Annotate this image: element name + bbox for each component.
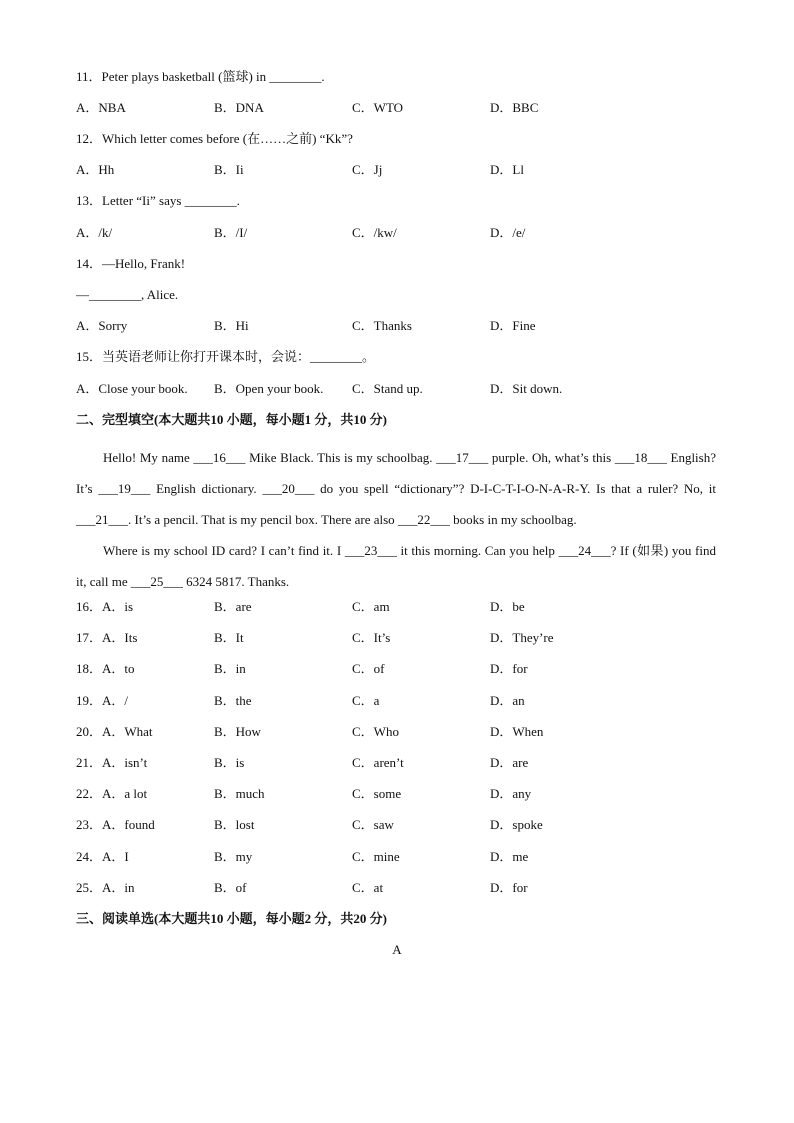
q15-option-c: C．Stand up. bbox=[352, 381, 423, 396]
q12-option-d: D．Ll bbox=[490, 162, 524, 177]
q19-option-a: 19．A．/ bbox=[76, 692, 129, 708]
q16-option-b: B．are bbox=[214, 599, 252, 614]
q13-option-a: A．/k/ bbox=[76, 225, 113, 240]
q22-option-a: 22．A．a lot bbox=[76, 786, 148, 802]
question-15-stem: 15．当英语老师让你打开课本时，会说：________。 bbox=[76, 349, 376, 364]
q24-option-c: C．mine bbox=[352, 848, 400, 864]
q21-option-b: B．is bbox=[214, 755, 245, 770]
section-2-title: 二、完型填空(本大题共10 小题，每小题1 分，共10 分) bbox=[76, 412, 387, 427]
q12-option-c: C．Jj bbox=[352, 162, 383, 177]
q20-option-c: C．Who bbox=[352, 723, 399, 739]
q18-option-b: B．in bbox=[214, 661, 246, 677]
q18-option-a: 18．A．to bbox=[76, 661, 135, 677]
question-12-stem: 12．Which letter comes before (在……之前) “Kk”? bbox=[76, 131, 353, 146]
q17-option-b: B．It bbox=[214, 630, 244, 646]
section-3-title: 三、阅读单选(本大题共10 小题，每小题2 分，共20 分) bbox=[76, 911, 387, 926]
q18-option-d: D．for bbox=[490, 661, 528, 677]
q12-option-b: B．Ii bbox=[214, 162, 244, 177]
q24-option-b: B．my bbox=[214, 848, 253, 864]
q21-option-c: C．aren’t bbox=[352, 755, 404, 770]
passage-paragraph-1: Hello! My name ___16___ Mike Black. This is my schoolbag. ___17___ purple. Oh, what’s this ___18___ English? It’s ___19___ English dictionary. ___20___ do you spell “dictionary”? D-I-C-T-I-O-N-A-R-Y. Is that a ruler? No, it ___21___. It’s a pencil. That is my pencil box. There are also ___22___ books in my schoolbag. bbox=[76, 450, 716, 527]
q13-option-d: D．/e/ bbox=[490, 225, 526, 240]
q21-option-a: 21．A．isn’t bbox=[76, 755, 148, 770]
q14-option-c: C．Thanks bbox=[352, 318, 412, 333]
q18-option-c: C．of bbox=[352, 661, 385, 677]
q14-option-b: B．Hi bbox=[214, 318, 249, 333]
q23-option-d: D．spoke bbox=[490, 817, 543, 833]
q13-option-b: B．/I/ bbox=[214, 225, 248, 240]
q14-option-d: D．Fine bbox=[490, 318, 536, 333]
q11-option-a: A．NBA bbox=[76, 100, 126, 115]
q23-option-c: C．saw bbox=[352, 817, 394, 833]
question-14-stem: 14．—Hello, Frank! bbox=[76, 256, 186, 271]
q15-option-d: D．Sit down. bbox=[490, 381, 563, 396]
q16-option-d: D．be bbox=[490, 599, 525, 614]
q25-option-d: D．for bbox=[490, 879, 528, 895]
q20-option-a: 20．A．What bbox=[76, 723, 153, 739]
q19-option-b: B．the bbox=[214, 692, 252, 708]
q16-option-a: 16．A．is bbox=[76, 599, 134, 614]
q24-option-d: D．me bbox=[490, 848, 529, 864]
q14-option-a: A．Sorry bbox=[76, 318, 128, 333]
q24-option-a: 24．A．I bbox=[76, 848, 129, 864]
q16-option-c: C．am bbox=[352, 599, 390, 614]
q20-option-d: D．When bbox=[490, 723, 544, 739]
question-11-stem: 11．Peter plays basketball (篮球) in ________. bbox=[76, 69, 325, 84]
q25-option-a: 25．A．in bbox=[76, 879, 135, 895]
q21-option-d: D．are bbox=[490, 755, 529, 770]
question-14-stem-reply: —________, Alice. bbox=[76, 287, 179, 302]
q15-option-b: B．Open your book. bbox=[214, 381, 324, 396]
q17-option-d: D．They’re bbox=[490, 630, 554, 646]
q23-option-b: B．lost bbox=[214, 817, 255, 833]
q11-option-d: D．BBC bbox=[490, 100, 539, 115]
cloze-passage bbox=[76, 442, 716, 597]
passage-paragraph-2: Where is my school ID card? I can’t find it. I ___23___ it this morning. Can you help ___24___? If (如果) you find it, call me ___25___ 6324 5817. Thanks. bbox=[76, 543, 716, 589]
q13-option-c: C．/kw/ bbox=[352, 225, 397, 240]
q19-option-d: D．an bbox=[490, 692, 525, 708]
q22-option-b: B．much bbox=[214, 786, 265, 802]
q25-option-c: C．at bbox=[352, 879, 384, 895]
q17-option-c: C．It’s bbox=[352, 630, 391, 646]
q12-option-a: A．Hh bbox=[76, 162, 115, 177]
q11-option-c: C．WTO bbox=[352, 100, 404, 115]
section-3-subtitle: A bbox=[392, 942, 402, 957]
q19-option-c: C．a bbox=[352, 692, 380, 708]
q11-option-b: B．DNA bbox=[214, 100, 264, 115]
q15-option-a: A．Close your book. bbox=[76, 381, 188, 396]
q25-option-b: B．of bbox=[214, 879, 247, 895]
q17-option-a: 17．A．Its bbox=[76, 630, 138, 646]
q20-option-b: B．How bbox=[214, 723, 261, 739]
q23-option-a: 23．A．found bbox=[76, 817, 155, 833]
question-13-stem: 13．Letter “Ii” says ________. bbox=[76, 193, 240, 208]
q22-option-d: D．any bbox=[490, 786, 532, 802]
q22-option-c: C．some bbox=[352, 786, 402, 802]
